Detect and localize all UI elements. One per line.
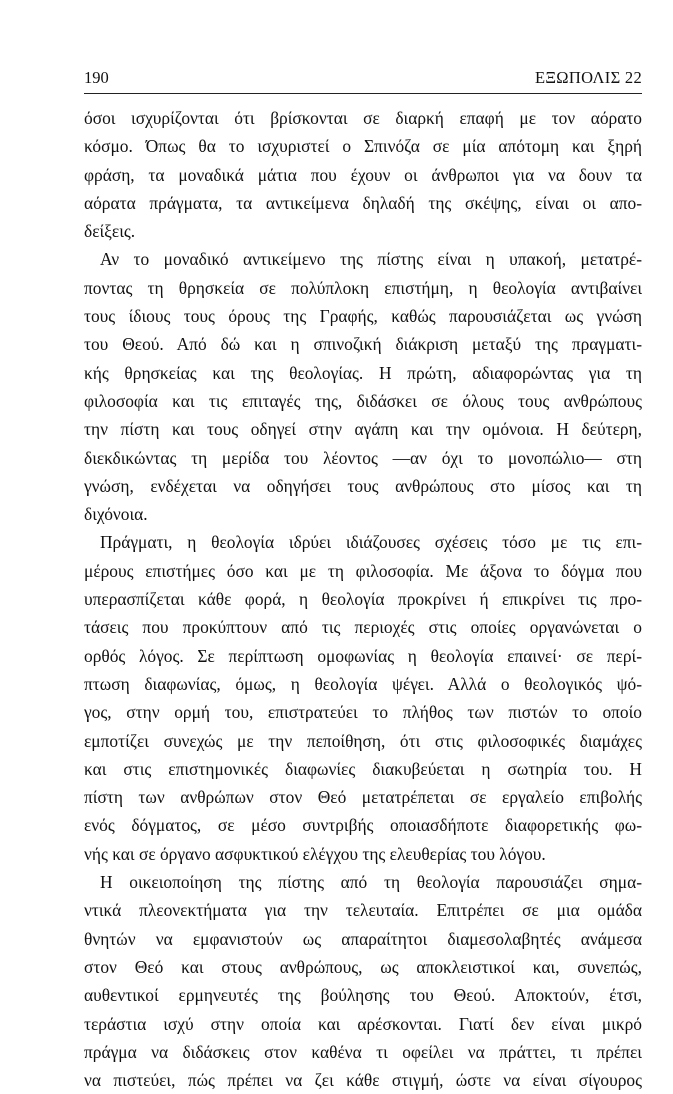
text-line: εμποτίζει συνεχώς με την πεποίθηση, ότι στις φιλοσοφικές διαμάχες	[84, 730, 642, 751]
text-line: φιλοσοφία και τις επιταγές της, διδάσκει σε όλους τους ανθρώπους	[84, 390, 642, 411]
text-line: ποντας τη θρησκεία σε πολύπλοκη επιστήμη, η θεολογία αντιβαίνει	[84, 277, 642, 298]
text-line: γος, στην ορμή του, επιστρατεύει το πλήθος των πιστών το οποίο	[84, 702, 642, 723]
text-line: ορθός λόγος. Σε περίπτωση ομοφωνίας η θεολογία επαινεί· σε περί-	[84, 645, 642, 666]
text-line: στον Θεό και στους ανθρώπους, ως αποκλειστικοί και, συνεπώς,	[84, 956, 642, 977]
text-line: τεράστια ισχύ στην οποία και αρέσκονται. Γιατί δεν είναι μικρό	[84, 1013, 642, 1034]
running-head: ΕΞΩΠΟΛΙΣ 22	[535, 68, 642, 87]
text-line: πτωση διαφωνίας, όμως, η θεολογία ψέγει. Αλλά ο θεολογικός ψό-	[84, 673, 642, 694]
page-header	[84, 68, 642, 90]
text-line: κόσμο. Όπως θα το ισχυριστεί ο Σπινόζα σε μία απότομη και ξηρή	[84, 136, 642, 157]
text-line: αυθεντικοί ερμηνευτές της βούλησης του Θεού. Αποκτούν, έτσι,	[84, 985, 642, 1006]
text-line: ενός δόγματος, σε μέσο συντριβής οποιασδήποτε διαφορετικής φω-	[84, 815, 642, 836]
text-line: δείξεις.	[84, 221, 136, 242]
text-line: πίστη των ανθρώπων στον Θεό μετατρέπεται σε εργαλείο επιβολής	[84, 787, 642, 808]
text-line: να πιστεύει, πώς πρέπει να ζει κάθε στιγμή, ώστε να είναι σίγουρος	[84, 1070, 642, 1091]
header-rule	[84, 93, 642, 94]
text-line: και στις επιστημονικές διαφωνίες διακυβεύεται η σωτηρία του. Η	[84, 758, 642, 779]
text-line: αόρατα πράγματα, τα αντικείμενα δηλαδή της σκέψης, είναι οι απο-	[84, 192, 642, 213]
text-line: διχόνοια.	[84, 504, 148, 525]
text-line: κής θρησκείας και της θεολογίας. Η πρώτη, αδιαφορώντας για τη	[84, 362, 642, 383]
text-line: μέρους επιστήμες όσο και με τη φιλοσοφία. Με άξονα το δόγμα που	[84, 560, 642, 581]
text-line: Αν το μοναδικό αντικείμενο της πίστης είναι η υπακοή, μετατρέ-	[100, 249, 642, 270]
text-line: νής και σε όργανο ασφυκτικού ελέγχου της ελευθερίας του λόγου.	[84, 843, 546, 864]
text-line: φράση, τα μοναδικά μάτια που έχουν οι άνθρωποι για να δουν τα	[84, 164, 642, 185]
text-line: πράγμα να διδάσκεις στον καθένα τι οφείλει να πράττει, τι πρέπει	[84, 1041, 642, 1062]
text-line: διεκδικώντας τη μερίδα του λέοντος —αν όχι το μονοπώλιο— στη	[84, 447, 642, 468]
text-line: την πίστη και τους οδηγεί στην αγάπη και την ομόνοια. Η δεύτερη,	[84, 419, 642, 440]
text-line: υπερασπίζεται κάθε φορά, η θεολογία προκρίνει ή επικρίνει τις προ-	[84, 589, 642, 610]
text-line: θνητών να εμφανιστούν ως απαραίτητοι διαμεσολαβητές ανάμεσα	[84, 928, 642, 949]
text-line: Πράγματι, η θεολογία ιδρύει ιδιάζουσες σχέσεις τόσο με τις επι-	[100, 532, 642, 553]
page-number: 190	[84, 68, 109, 87]
text-body	[84, 104, 642, 1094]
text-line: γνώση, ενδέχεται να οδηγήσει τους ανθρώπους στο μίσος και τη	[84, 475, 642, 496]
text-line: ντικά πλεονεκτήματα για την τελευταία. Επιτρέπει σε μια ομάδα	[84, 900, 642, 921]
text-line: Η οικειοποίηση της πίστης από τη θεολογία παρουσιάζει σημα-	[100, 872, 642, 893]
text-line: τάσεις που προκύπτουν από τις περιοχές στις οποίες οργανώνεται ο	[84, 617, 642, 638]
text-line: του Θεού. Από δώ και η σπινοζική διάκριση μεταξύ της πραγματι-	[84, 334, 642, 355]
text-line: όσοι ισχυρίζονται ότι βρίσκονται σε διαρκή επαφή με τον αόρατο	[84, 108, 642, 128]
text-line: τους ίδιους τους όρους της Γραφής, καθώς παρουσιάζεται ως γνώση	[84, 306, 642, 327]
